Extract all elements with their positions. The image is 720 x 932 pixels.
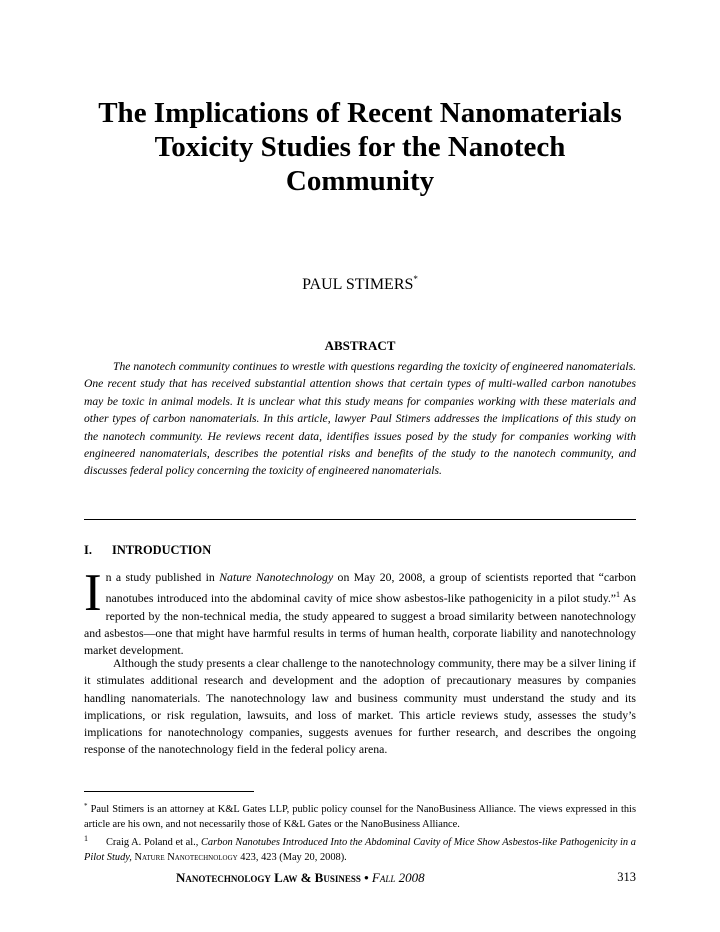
intro-paragraph-2: Although the study presents a clear challenge to the nanotechnology community, there may be a silver lining if it stimulates additional research and development and the adoption of precautionary measures by companies handling nanomaterials. The nanotechnology law and business community must understand the study and its implications, or risk regulation, lawsuits, and loss of market. This article reviews study, assesses the study’s implications for nanotechnology companies, suggests avenues for further research, and describes the ongoing response of the nanotechnology field in the federal policy arena. xyxy=(84,656,636,757)
footnote-citation-tail: 423, 423 (May 20, 2008). xyxy=(237,851,347,863)
footnote-author xyxy=(84,799,636,832)
footnote-ref-1[interactable]: 1 xyxy=(616,590,621,600)
intro-paragraph-1 xyxy=(84,564,636,659)
section-number: I. xyxy=(84,543,92,557)
footnote-text: Paul Stimers is an attorney at K&L Gates LLP, public policy counsel for the NanoBusiness Alliance. The views expressed in this article are his own, and not necessarily those of K&L Gates or the NanoBusiness Alliance. xyxy=(84,804,636,830)
article-title xyxy=(60,96,660,198)
section-heading xyxy=(84,543,211,558)
footnote-divider xyxy=(84,791,254,792)
author-name xyxy=(0,274,720,294)
page-number: 313 xyxy=(617,870,636,884)
footnote-citation-author: Craig A. Poland et al., xyxy=(106,837,201,849)
footnote-1 xyxy=(84,832,636,865)
footnote-citation-journal: Nature Nanotechnology xyxy=(134,851,238,863)
author-name-text: PAUL STIMERS xyxy=(302,276,414,293)
footnote-citation-title: Carbon Nanotubes Introduced Into the Abdominal Cavity of Mice Show Asbestos-like Pathogenicity in a Pilot Study, xyxy=(84,837,636,863)
p1-text-a: n a study published in xyxy=(105,570,220,584)
footnotes xyxy=(84,799,636,865)
drop-cap: I xyxy=(84,564,102,622)
title-line: The Implications of Recent Nanomaterials xyxy=(98,97,622,129)
title-line: Toxicity Studies for the Nanotech xyxy=(154,131,566,163)
section-title: INTRODUCTION xyxy=(112,543,212,557)
p1-text-b: on May 20, 2008, a group of scientists reported that “carbon nanotubes introduced into the abdominal cavity of mice show asbestos-like pathogenicity in a pilot study.” xyxy=(105,570,636,606)
section-divider xyxy=(84,519,636,520)
journal-title: Nanotechnology Law & Business • xyxy=(176,870,372,885)
abstract-heading: ABSTRACT xyxy=(324,338,396,353)
journal-name xyxy=(176,870,425,886)
footnote-mark: * xyxy=(84,802,88,810)
title-line: Community xyxy=(285,165,435,197)
p1-journal: Nature Nanotechnology xyxy=(219,570,334,584)
p1-text-c: As reported by the non-technical media, the study appeared to suggest a broad similarity between nanotechnology and asbestos—one that might have harmful results in terms of human health, corporate liability and nanotechnology market development. xyxy=(84,591,636,658)
abstract-body: The nanotech community continues to wrestle with questions regarding the toxicity of engineered nanomaterials. One recent study that has received substantial attention shows that certain types of multi-walled carbon nanotubes may be toxic in animal models. It is unclear what this study means for companies working with these materials and other types of carbon nanomaterials. In this article, lawyer Paul Stimers addresses the implications of this study on the nanotech community. He reviews recent data, identifies issues posed by the study for companies working with engineered nanomaterials, describes the potential risks and benefits of the study to the nanotech community, and discusses federal policy concerning the toxicity of engineered nanomaterials. xyxy=(84,360,636,478)
journal-issue: Fall 2008 xyxy=(371,870,425,885)
footnote-mark: 1 xyxy=(84,834,88,844)
author-footnote-mark[interactable]: * xyxy=(413,274,418,284)
